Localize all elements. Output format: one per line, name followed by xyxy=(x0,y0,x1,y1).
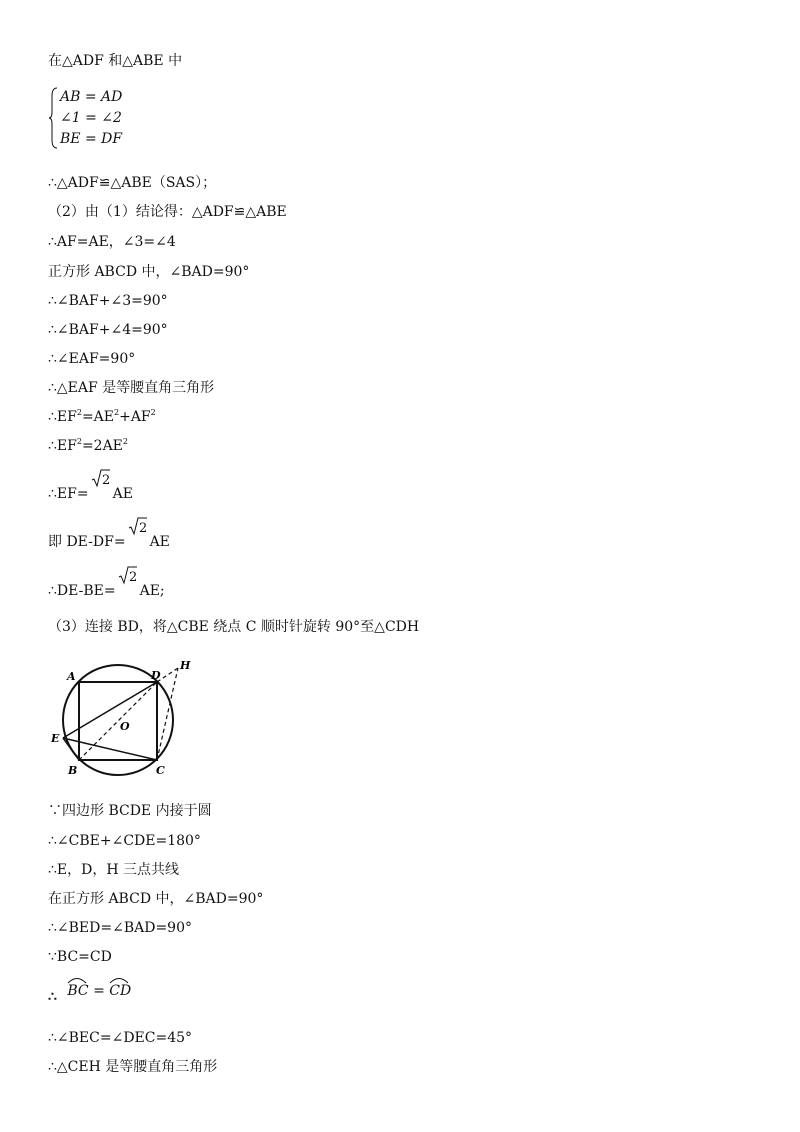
arc-label: BC xyxy=(67,983,89,999)
left-brace-icon xyxy=(48,86,58,150)
eq-part: AE xyxy=(149,534,170,550)
text-line: ∴∠BEC=∠DEC=45° xyxy=(48,1030,193,1046)
equation-arcs xyxy=(48,982,132,1005)
equation-3: BE = DF xyxy=(60,131,123,147)
label-a: A xyxy=(67,670,76,683)
eq-part: ∴EF= xyxy=(48,486,89,502)
arc-bc xyxy=(67,982,88,1000)
eq-part: AE; xyxy=(139,583,165,599)
text-line: ∴∠EAF=90° xyxy=(48,351,136,367)
text-line: 在△ADF 和△ABE 中 xyxy=(48,53,183,69)
text-line: ∴E，D，H 三点共线 xyxy=(48,862,180,878)
sqrt-icon xyxy=(118,565,138,585)
geometry-figure xyxy=(50,660,200,785)
label-b: B xyxy=(68,764,78,777)
eq-part: ∴EF xyxy=(48,409,77,425)
equation-system xyxy=(48,86,188,150)
eq-part: ∴EF xyxy=(48,438,77,454)
arc-icon xyxy=(109,976,129,984)
sqrt-radicand: 2 xyxy=(101,473,110,488)
eq-part: =AE xyxy=(81,409,114,425)
label-h: H xyxy=(180,660,191,672)
equation-ef-sqrt xyxy=(48,473,133,503)
superscript: 2 xyxy=(122,437,128,446)
text-line: ∴AF=AE，∠3=∠4 xyxy=(48,234,176,250)
arc-cd xyxy=(109,982,131,1000)
text-line: ∴∠BED=∠BAD=90° xyxy=(48,920,192,936)
equation-ef-squared-2 xyxy=(48,437,128,457)
arc-label: CD xyxy=(109,983,132,999)
superscript: 2 xyxy=(76,437,82,446)
eq-part: +AF xyxy=(119,409,151,425)
equation-2: ∠1 = ∠2 xyxy=(60,110,122,126)
label-d: D xyxy=(151,669,161,682)
text-line: ∴△ADF≌△ABE（SAS）； xyxy=(48,175,217,191)
text-line: ∴△EAF 是等腰直角三角形 xyxy=(48,380,215,396)
superscript: 2 xyxy=(150,408,156,417)
text-line: ∴∠BAF+∠3=90° xyxy=(48,293,168,309)
equals-sign: = xyxy=(88,983,110,999)
text-line: ∴∠BAF+∠4=90° xyxy=(48,322,168,338)
sqrt-radicand: 2 xyxy=(128,570,137,585)
text-line: 在正方形 ABCD 中，∠BAD=90° xyxy=(48,891,264,907)
part-3-heading: （3）连接 BD，将△CBE 绕点 C 顺时针旋转 90°至△CDH xyxy=(48,619,420,635)
label-c: C xyxy=(156,764,165,777)
superscript: 2 xyxy=(114,408,120,417)
text-line: ∴∠CBE+∠CDE=180° xyxy=(48,833,201,849)
sqrt-icon xyxy=(128,516,148,536)
equation-1: AB = AD xyxy=(60,89,123,105)
arc-icon xyxy=(67,976,87,984)
superscript: 2 xyxy=(76,408,82,417)
therefore-symbol: ∴ xyxy=(48,989,57,1005)
sqrt-icon xyxy=(91,468,111,488)
text-line: ∵四边形 BCDE 内接于圆 xyxy=(48,803,212,819)
equation-de-df xyxy=(48,521,170,551)
text-line: ∵BC=CD xyxy=(48,949,112,965)
equation-de-be xyxy=(48,570,165,600)
sqrt-radicand: 2 xyxy=(138,521,147,536)
equation-ef-squared xyxy=(48,408,156,428)
text-line: ∴△CEH 是等腰直角三角形 xyxy=(48,1059,218,1075)
eq-part: ∴DE-BE= xyxy=(48,583,116,599)
text-line: 正方形 ABCD 中，∠BAD=90° xyxy=(48,264,250,280)
eq-part: AE xyxy=(112,486,133,502)
eq-part: =2AE xyxy=(81,438,123,454)
text-line: （2）由（1）结论得：△ADF≌△ABE xyxy=(48,204,287,220)
eq-part: 即 DE-DF= xyxy=(48,534,126,550)
label-o: O xyxy=(120,720,130,733)
label-e: E xyxy=(51,732,60,745)
